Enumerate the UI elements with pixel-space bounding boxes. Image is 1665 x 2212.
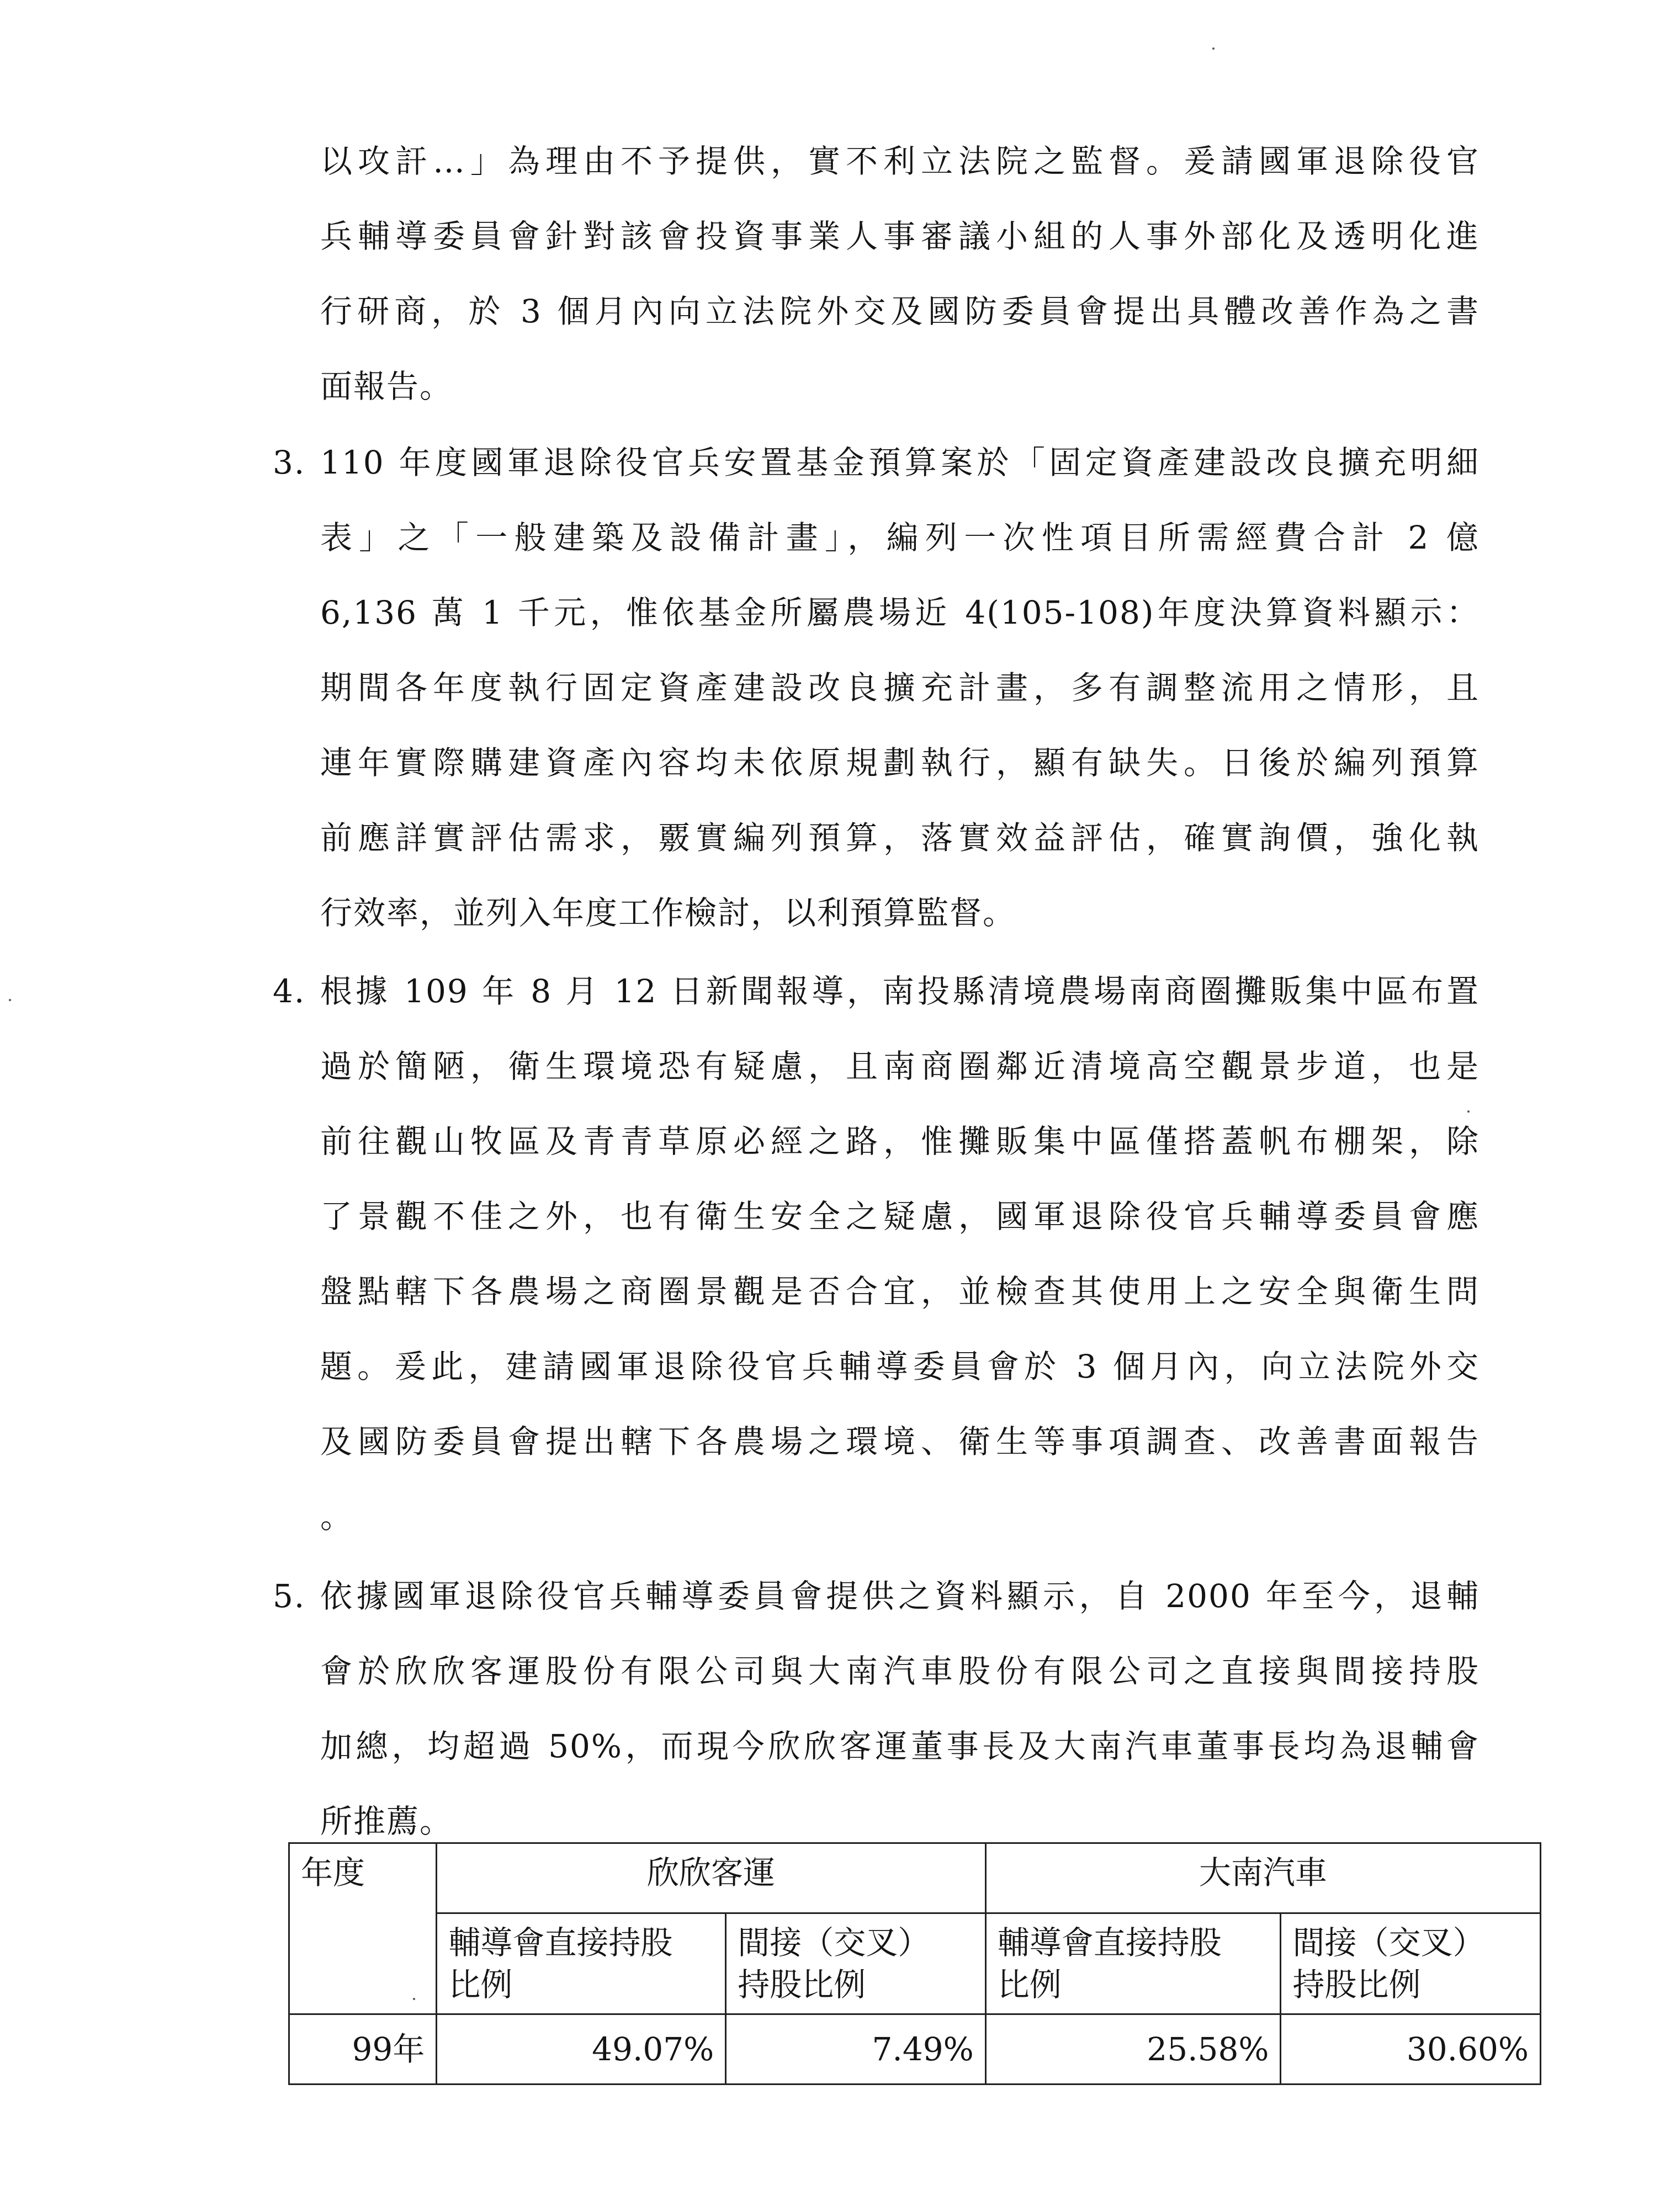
text-line: 及國防委員會提出轄下各農場之環境、衛生等事項調查、改善書面報告 bbox=[320, 1423, 1480, 1460]
text-line: 110 年度國軍退除役官兵安置基金預算案於「固定資產建設改良擴充明細 bbox=[320, 444, 1480, 481]
header-text: 間接（交叉） bbox=[738, 1924, 930, 1961]
scan-speck bbox=[1212, 47, 1215, 50]
table-subheader-row bbox=[289, 1913, 1541, 2014]
indirect-ratio-header bbox=[726, 1913, 986, 2014]
text-line: 依據國軍退除役官兵輔導委員會提供之資料顯示，自 2000 年至今，退輔 bbox=[320, 1577, 1480, 1615]
item-number: 5. bbox=[273, 1577, 306, 1615]
a-direct-cell: 49.07% bbox=[437, 2014, 726, 2085]
direct-ratio-header bbox=[985, 1913, 1281, 2014]
company-a-header: 欣欣客運 bbox=[647, 1854, 776, 1891]
text-line: 連年實際購建資產內容均未依原規劃執行，顯有缺失。日後於編列預算 bbox=[320, 744, 1480, 781]
text-line: 行研商，於 3 個月內向立法院外交及國防委員會提出具體改善作為之書 bbox=[320, 293, 1480, 330]
company-a-header-cell bbox=[437, 1843, 985, 1913]
text-line: 過於簡陋，衛生環境恐有疑慮，且南商圈鄰近清境高空觀景步道，也是 bbox=[320, 1047, 1480, 1085]
text-line: 表」之「一般建築及設備計畫」，編列一次性項目所需經費合計 2 億 bbox=[320, 519, 1480, 556]
direct-ratio-header bbox=[437, 1913, 726, 2014]
header-text: 持股比例 bbox=[1292, 1966, 1421, 2003]
item-number: 3. bbox=[273, 444, 306, 481]
table-header-row bbox=[289, 1843, 1541, 1913]
a-indirect-cell: 7.49% bbox=[726, 2014, 986, 2085]
text-line: 所推薦。 bbox=[320, 1802, 453, 1840]
header-text: 間接（交叉） bbox=[1292, 1924, 1485, 1961]
table-row bbox=[289, 2014, 1541, 2085]
scan-speck bbox=[1467, 1110, 1470, 1113]
paragraph-item-3 bbox=[273, 425, 1480, 950]
paragraph-item-4 bbox=[273, 954, 1480, 1554]
text-line: 題。爰此，建請國軍退除役官兵輔導委員會於 3 個月內，向立法院外交 bbox=[320, 1348, 1480, 1385]
text-line: 前往觀山牧區及青青草原必經之路，惟攤販集中區僅搭蓋帆布棚架，除 bbox=[320, 1123, 1480, 1160]
company-b-header: 大南汽車 bbox=[1199, 1854, 1327, 1891]
paragraph-item-5 bbox=[273, 1559, 1480, 1859]
header-text: 輔導會直接持股 bbox=[997, 1924, 1222, 1961]
header-text: 持股比例 bbox=[738, 1966, 866, 2003]
text-line: 以攻訐…」為理由不予提供，實不利立法院之監督。爰請國軍退除役官 bbox=[320, 142, 1480, 180]
text-line: 加總，均超過 50%，而現今欣欣客運董事長及大南汽車董事長均為退輔會 bbox=[320, 1727, 1480, 1765]
text-line: 期間各年度執行固定資產建設改良擴充計畫，多有調整流用之情形，且 bbox=[320, 669, 1480, 706]
b-direct-cell: 25.58% bbox=[985, 2014, 1281, 2085]
year-cell: 99年 bbox=[289, 2014, 437, 2085]
text-line: 盤點轄下各農場之商圈景觀是否合宜，並檢查其使用上之安全與衛生問 bbox=[320, 1273, 1480, 1310]
b-indirect-cell: 30.60% bbox=[1281, 2014, 1541, 2085]
header-text: 輔導會直接持股 bbox=[448, 1924, 673, 1961]
text-line: 面報告。 bbox=[320, 368, 453, 405]
text-line: 根據 109 年 8 月 12 日新聞報導，南投縣清境農場南商圈攤販集中區布置 bbox=[320, 972, 1480, 1010]
indirect-ratio-header bbox=[1281, 1913, 1541, 2014]
text-line: 行效率，並列入年度工作檢討，以利預算監督。 bbox=[320, 894, 1016, 932]
text-line: 6,136 萬 1 千元，惟依基金所屬農場近 4(105-108)年度決算資料顯示： bbox=[320, 594, 1480, 631]
text-line: 了景觀不佳之外，也有衛生安全之疑慮，國軍退除役官兵輔導委員會應 bbox=[320, 1198, 1480, 1235]
company-b-header-cell bbox=[985, 1843, 1540, 1913]
text-line: 。 bbox=[320, 1498, 354, 1535]
paragraph-item-2-continuation bbox=[320, 124, 1480, 424]
header-text: 比例 bbox=[997, 1966, 1062, 2003]
item-number: 4. bbox=[273, 972, 306, 1010]
header-text: 比例 bbox=[448, 1966, 513, 2003]
text-line: 前應詳實評估需求，覈實編列預算，落實效益評估，確實詢價，強化執 bbox=[320, 819, 1480, 857]
year-header-cell bbox=[289, 1843, 437, 2014]
text-line: 會於欣欣客運股份有限公司與大南汽車股份有限公司之直接與間接持股 bbox=[320, 1652, 1480, 1690]
scan-speck bbox=[413, 1998, 415, 2000]
text-line: 兵輔導委員會針對該會投資事業人事審議小組的人事外部化及透明化進 bbox=[320, 217, 1480, 255]
scan-speck bbox=[9, 999, 11, 1001]
shareholding-table bbox=[288, 1842, 1541, 2085]
year-header: 年度 bbox=[301, 1854, 365, 1891]
